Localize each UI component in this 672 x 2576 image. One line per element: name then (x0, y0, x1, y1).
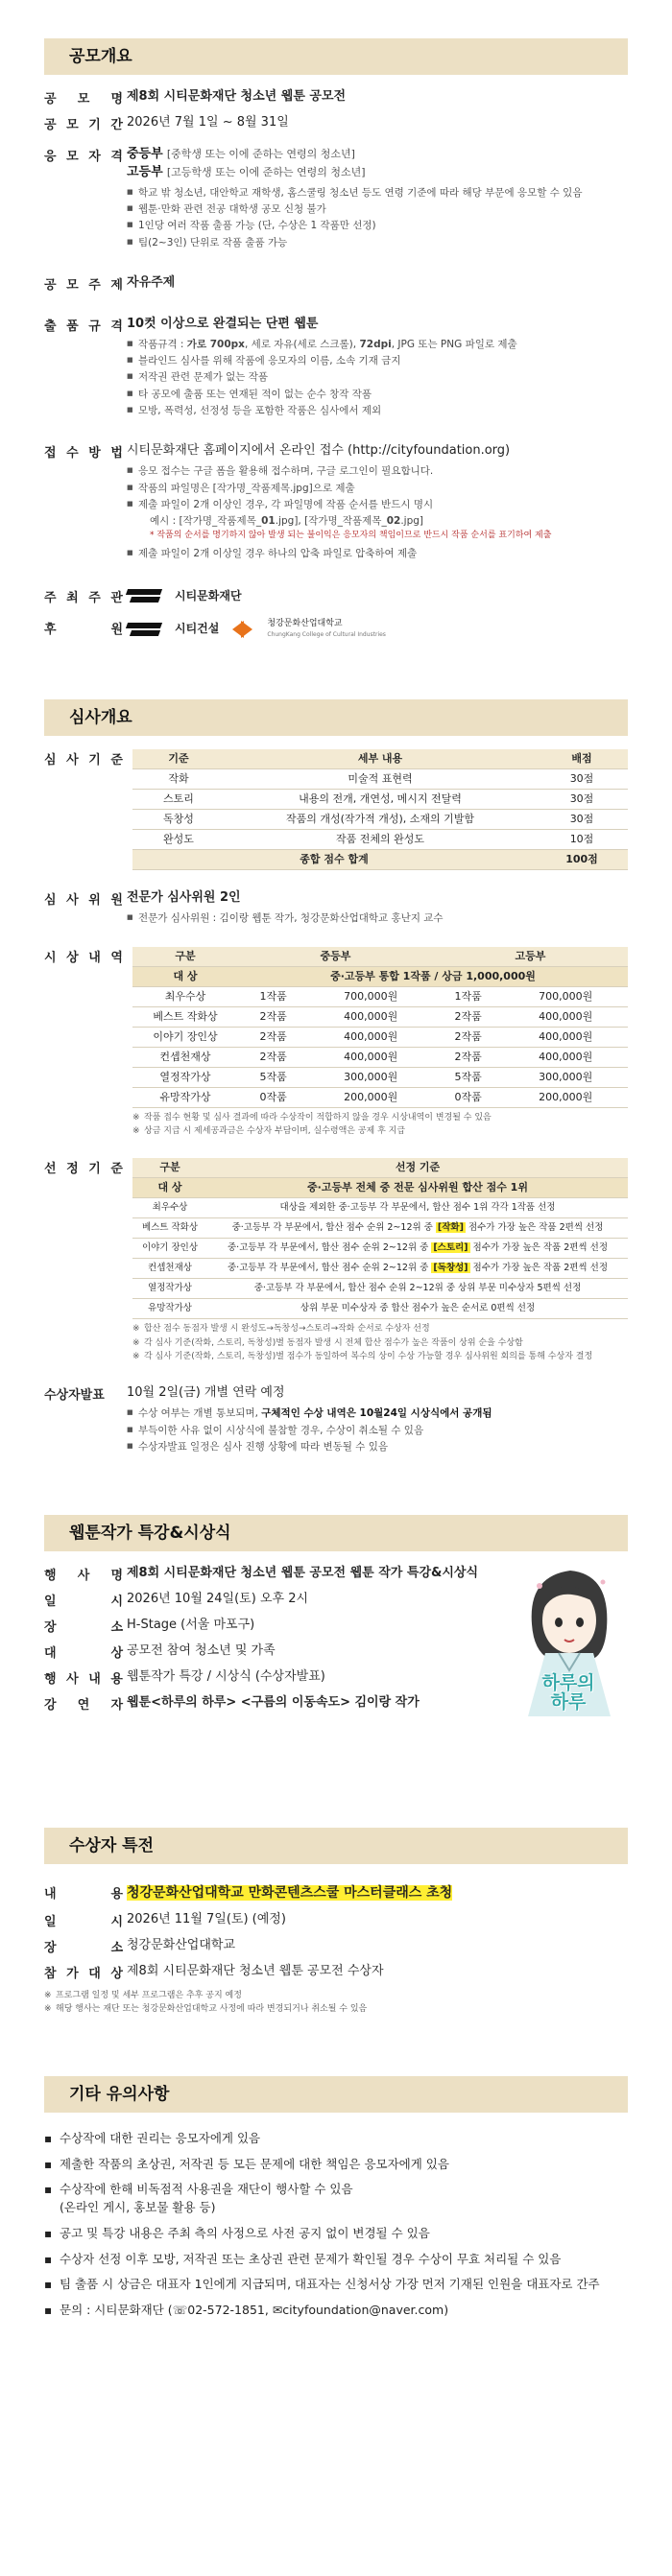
table-row: 유망작가상 상위 부문 미수상자 중 합산 점수가 높은 순서로 0편씩 선정 (132, 1299, 628, 1319)
table-row: 베스트 작화상 2작품 400,000원 2작품 400,000원 (132, 1007, 628, 1028)
label-awards: 시 상 내 역 (44, 950, 123, 965)
eligibility-bullets: ■ 학교 밖 청소년, 대안학교 재학생, 홈스쿨링 청소년 등도 연령 기준에 따라 해당 부문에 응모할 수 있음 ■ 웹툰·만화 관련 전공 대학생 공모 신청 불가 ■ 1인당 여러 작품 출품 가능 (단, 수상은 1 작품만 선정) ■ 팀(2~3인) 단위로 작품 출품 가능 (127, 185, 628, 251)
table-row: 베스트 작화상 중·고등부 각 부문에서, 합산 점수 순위 2~12위 중 [작화] 점수가 가장 높은 작품 2편씩 선정 (132, 1218, 628, 1239)
label-contest-name: 공 모 명 (44, 92, 123, 106)
label-theme: 공 모 주 제 (44, 277, 123, 293)
grand-prize-row: 대 상 중·고등부 통합 1작품 / 상금 1,000,000원 (132, 967, 628, 987)
city-foundation-logo-icon (127, 587, 161, 604)
city-construction-logo-icon (127, 621, 161, 638)
awards-table: 구분 중등부 고등부 대 상 중·고등부 통합 1작품 / 상금 1,000,000원 최우수상 1작품 700,000원 1작품 700,000원 베스트 작화상 2작품 400,000원 2작품 400,000원 이야기 장인상 2작품 400,000원 2작품 400,000원 컨셉천재상 2작품 400,000원 2작품 400,000원 열정작가상 5작품 300,000원 5작품 300,000원 유망작가상 0작품 200,000원 0작품 200,000원 (132, 947, 628, 1109)
email-icon: ✉ (272, 2303, 283, 2318)
row-event-speaker: 강 연 자 웹툰<하루의 하루> <구름의 이동속도> 김이랑 작가 (44, 1695, 420, 1713)
chungkang-logo-icon (232, 621, 253, 638)
phone-icon: ☏ (172, 2303, 188, 2318)
row-eligibility (44, 146, 628, 251)
criteria-table: 기준 세부 내용 배점 작화 미술적 표현력 30점 스토리 내용의 전개, 개연성, 메시지 전달력 30점 독창성 작품의 개성(작가적 개성), 소재의 기발함 30점 완성도 작품 전체의 완성도 10점 종합 점수 합계 100점 (132, 749, 628, 871)
section-title: 웹툰작가 특강&시상식 (44, 1515, 628, 1551)
label-judges: 심 사 위 원 (44, 893, 123, 909)
list-item: ▪ 수상작에 한해 비독점적 사용권을 재단이 행사할 수 있음 (온라인 게시, 홍보물 활용 등) (44, 2177, 628, 2221)
row-benefit-place: 장 소 청강문화산업대학교 (44, 1938, 236, 1956)
label-announce: 수상자발표 (44, 1388, 105, 1404)
table-row: 독창성 작품의 개성(작가적 개성), 소재의 기발함 30점 (132, 810, 628, 830)
selection-table: 구분 선정 기준 대 상 중·고등부 전체 중 전문 심사위원 합산 점수 1위 최우수상 대상을 제외한 중·고등부 각 부문에서, 합산 점수 1위 각각 1작품 선정 베스트 작화상 중·고등부 각 부문에서, 합산 점수 순위 2~12위 중 [작화] 점수가 가장 높은 작품 2편씩 선정 이야기 장인상 중·고등부 각 부문에서, 합산 점수 순위 2~12위 중 [스토리] 점수가 가장 높은 작품 2편씩 선정 컨셉천재상 중·고등부 각 부문에서, 합산 점수 순위 2~12위 중 [독창성] 점수가 가장 높은 작품 2편씩 선정 열정작가상 중·고등부 각 부문에서, 합산 점수 순위 2~12위 중 상위 부문 미수상자 5편씩 선정 유망작가상 상위 부문 미수상자 중 합산 점수가 높은 순서로 0편씩 선정 (132, 1158, 628, 1320)
chungkang-logo-text: 청강문화산업대학교 ChungKang College of Cultural Industries (267, 619, 386, 639)
section-title: 공모개요 (44, 38, 628, 75)
table-row: 완성도 작품 전체의 완성도 10점 (132, 830, 628, 850)
label-sponsor: 후 원 (44, 623, 123, 638)
table-row: 이야기 장인상 중·고등부 각 부문에서, 합산 점수 순위 2~12위 중 [스토리] 점수가 가장 높은 작품 2편씩 선정 (132, 1239, 628, 1259)
table-row: 스토리 내용의 전개, 개연성, 메시지 전달력 30점 (132, 790, 628, 810)
email-link[interactable]: cityfoundation@naver.com (282, 2303, 444, 2318)
row-benefit-target: 참 가 대 상 제8회 시티문화재단 청소년 웹툰 공모전 수상자 (44, 1964, 384, 1982)
label-criteria: 심 사 기 준 (44, 752, 123, 768)
label-selection: 선 정 기 준 (44, 1161, 123, 1176)
section-notes (44, 2076, 628, 2324)
table-row: 컨셉천재상 2작품 400,000원 2작품 400,000원 (132, 1048, 628, 1068)
section-judging (44, 699, 628, 1455)
label-period: 공 모 기 간 (44, 118, 123, 132)
table-row: 유망작가상 0작품 200,000원 0작품 200,000원 (132, 1088, 628, 1108)
row-benefit-content: 내 용 청강문화산업대학교 만화콘텐츠스쿨 마스터클래스 초청 (44, 1885, 453, 1902)
list-item: ▪ 수상자 선정 이후 모방, 저작권 또는 초상권 관련 문제가 확인될 경우 수상이 무효 처리될 수 있음 (44, 2247, 628, 2273)
row-host (44, 587, 628, 605)
row-selection: 선 정 기 준 구분 선정 기준 대 상 중·고등부 전체 중 전문 심사위원 합산 점수 1위 최우수상 대상을 제외한 중·고등부 각 부문에서, 합산 점수 1위 각각 1작품 선정 베스트 작화상 중·고등부 각 부문에서, 합산 점수 순위 2~12위 중 [작화] 점수가 가장 높은 작품 2편씩 선정 이야기 장인상 중·고등부 각 부문에서, 합산 점수 순위 2~12위 중 [스토리] 점수가 가장 높은 작품 2편씩 선정 컨셉천재상 중·고등부 각 부문에서, 합산 점수 순위 2~12위 중 [독창성] 점수가 가장 높은 작품 2편씩 선정 열정작가상 중·고등부 각 부문에서, 합산 점수 순위 2~12위 중 상위 부문 미수상자 5편씩 선정 유망작가상 상위 부문 미수상자 중 합산 점수가 높은 순서로 0편씩 선정 ※ 합산 점수 동점자 발생 시 완성도→독창성→스토리→작화 순서로 수상자 선정 ※ 각 심사 기준(작화, 스토리, 독창성)별 동점자 발생 시 전체 합산 점수가 높은 작품이 상위 순을 수상함 ※ 각 심사 기준(작화, 스토리, 독창성)별 점수가 동일하여 복수의 상이 수상 가능할 경우 심사위원 회의를 통해 수상자 결정 (44, 1158, 628, 1364)
row-event-target: 대 상 공모전 참여 청소년 및 가족 (44, 1643, 276, 1662)
period-value: 2026년 7월 1일 ~ 8월 31일 (127, 115, 289, 130)
row-criteria (44, 749, 628, 871)
section-title: 심사개요 (44, 699, 628, 736)
row-theme (44, 274, 628, 293)
list-item: ▪ 수상작에 대한 권리는 응모자에게 있음 (44, 2126, 628, 2152)
contest-name: 제8회 시티문화재단 청소년 웹툰 공모전 (127, 89, 347, 104)
submit-warning: * 작품의 순서를 명기하지 않아 발생 되는 불이익은 응모자의 책임이므로 반드시 작품 순서를 표기하여 제출 (150, 531, 552, 541)
row-announce: 수상자발표 10월 2일(금) 개별 연락 예정 ■ 수상 여부는 개별 통보되며, 구체적인 수상 내역은 10월24일 시상식에서 공개됨 ■ 부득이한 사유 없이 시상식에 불참할 경우, 수상이 취소될 수 있음 ■ 수상자발표 일정은 심사 진행 상황에 따라 변동될 수 있음 (44, 1384, 628, 1455)
section-title: 기타 유의사항 (44, 2076, 628, 2113)
notes-list (44, 2126, 628, 2324)
row-contest-name (44, 88, 628, 106)
row-event-date: 일 시 2026년 10월 24일(토) 오후 2시 (44, 1592, 309, 1610)
section-overview (44, 38, 628, 640)
table-row: 열정작가상 5작품 300,000원 5작품 300,000원 (132, 1068, 628, 1088)
list-item: ▪ 공고 및 특강 내용은 주최 측의 사정으로 사전 공지 없이 변경될 수 있음 (44, 2221, 628, 2247)
list-item: ▪ 팀 출품 시 상금은 대표자 1인에게 지급되며, 대표자는 신청서상 가장 먼저 기재된 인원을 대표자로 간주 (44, 2272, 628, 2298)
row-benefit-date: 일 시 2026년 11월 7일(토) (예정) (44, 1912, 286, 1930)
row-event-name: 행 사 명 제8회 시티문화재단 청소년 웹툰 공모전 웹툰 작가 특강&시상식 (44, 1566, 479, 1584)
eligibility-value: 중등부 [중학생 또는 이에 준하는 연령의 청소년] 고등부 [고등학생 또는 이에 준하는 연령의 청소년] ■ 학교 밖 청소년, 대안학교 재학생, 홈스쿨링 청소년 등도 연령 기준에 따라 해당 부문에 응모할 수 있음 ■ 웹툰·만화 관련 전공 대학생 공모 신청 불가 ■ 1인당 여러 작품 출품 가능 (단, 수상은 1 작품만 선정) ■ 팀(2~3인) 단위로 작품 출품 가능 (127, 146, 628, 251)
theme-value: 자유주제 (127, 274, 176, 290)
row-submit (44, 442, 628, 562)
submit-bullets: ■ 응모 접수는 구글 폼을 활용해 접수하며, 구글 로그인이 필요합니다. ■ 작품의 파일명은 [작가명_작품제목.jpg]으로 제출 ■ 제출 파일이 2개 이상인 경우, 각 파일명에 작품 순서를 반드시 명시 (127, 463, 628, 513)
label-eligibility: 응 모 자 격 (44, 150, 123, 164)
section-benefits: 수상자 특전 내 용 청강문화산업대학교 만화콘텐츠스쿨 마스터클래스 초청 일 시 2026년 11월 7일(토) (예정) 장 소 청강문화산업대학교 참 가 대 상 제8회 시티문화재단 청소년 웹툰 공모전 수상자 ※ 프로그램 일정 및 세부 프로그램은 추후 공지 예정 ※ 해당 행사는 재단 또는 청강문화산업대학교 사정에 따라 변경되거나 취소될 수 있음 (44, 1828, 628, 2017)
section-title: 수상자 특전 (44, 1828, 628, 1864)
label-submit: 접 수 방 법 (44, 446, 123, 461)
homepage-link[interactable]: 시티문화재단 홈페이지에서 온라인 접수 (http://cityfoundation.org) (127, 443, 511, 459)
table-row: 작화 미술적 표현력 30점 (132, 769, 628, 790)
label-host: 주 최 주 관 (44, 591, 123, 606)
webtoon-title-art: 하루의 하루 (541, 1672, 595, 1713)
row-judges: 심 사 위 원 전문가 심사위원 2인 ■ 전문가 심사위원 : 김이랑 웹툰 작가, 청강문화산업대학교 홍난지 교수 (44, 889, 628, 927)
row-spec (44, 316, 628, 419)
contact-item: ▪ 문의 : 시티문화재단 (☏02-572-1851, ✉cityfoundation@naver.com) (44, 2298, 628, 2324)
row-period (44, 114, 628, 132)
spec-bullets: ■ 작품규격 : 가로 700px, 세로 자유(세로 스크롤), 72dpi, JPG 또는 PNG 파일로 제출 ■ 블라인드 심사를 위해 작품에 응모자의 이름, 소속 기재 금지 ■ 저작권 관련 문제가 없는 작품 ■ 타 공모에 출품 또는 연재된 적이 없는 순수 창작 작품 ■ 모방, 폭력성, 선정성 등을 포함한 작품은 심사에서 제외 (127, 337, 628, 420)
table-row: 최우수상 1작품 700,000원 1작품 700,000원 (132, 987, 628, 1007)
table-row: 이야기 장인상 2작품 400,000원 2작품 400,000원 (132, 1028, 628, 1048)
row-sponsor (44, 619, 628, 640)
row-event-place: 장 소 H-Stage (서울 마포구) (44, 1618, 255, 1636)
table-sum-row: 종합 점수 합계 100점 (132, 850, 628, 870)
table-row: 컨셉천재상 중·고등부 각 부문에서, 합산 점수 순위 2~12위 중 [독창성] 점수가 가장 높은 작품 2편씩 선정 (132, 1259, 628, 1279)
host-logo: 시티문화재단 (127, 587, 628, 604)
filename-example: 예시 : [작가명_작품제목_01.jpg], [작가명_작품제목_02.jpg] (150, 515, 424, 528)
label-spec: 출 품 규 격 (44, 319, 123, 334)
table-row: 열정작가상 중·고등부 각 부문에서, 합산 점수 순위 2~12위 중 상위 부문 미수상자 5편씩 선정 (132, 1279, 628, 1299)
phone-number[interactable]: 02-572-1851 (187, 2303, 265, 2318)
grand-prize-row: 대 상 중·고등부 전체 중 전문 심사위원 합산 점수 1위 (132, 1178, 628, 1198)
submit-value: 시티문화재단 홈페이지에서 온라인 접수 (http://cityfoundation.org) ■ 응모 접수는 구글 폼을 활용해 접수하며, 구글 로그인이 필요합니다. ■ 작품의 파일명은 [작가명_작품제목.jpg]으로 제출 ■ 제출 파일이 2개 이상인 경우, 각 파일명에 작품 순서를 반드시 명시 예시 : [작가명_작품제목_01.jpg], [작가명_작품제목_02.jpg] * 작품의 순서를 명기하지 않아 발생 되는 불이익은 응모자의 책임이므로 반드시 작품 순서를 표기하여 제출 ■ 제출 파일이 2개 이상일 경우 하나의 압축 파일로 압축하여 제출 (127, 442, 628, 562)
spec-value: 10컷 이상으로 완결되는 단편 웹툰 ■ 작품규격 : 가로 700px, 세로 자유(세로 스크롤), 72dpi, JPG 또는 PNG 파일로 제출 ■ 블라인드 심사를 위해 작품에 응모자의 이름, 소속 기재 금지 ■ 저작권 관련 문제가 없는 작품 ■ 타 공모에 출품 또는 연재된 적이 없는 순수 창작 작품 ■ 모방, 폭력성, 선정성 등을 포함한 작품은 심사에서 제외 (127, 316, 628, 419)
masterclass-highlight: 청강문화산업대학교 만화콘텐츠스쿨 마스터클래스 초청 (127, 1885, 453, 1902)
sponsor-logos: 시티건설 청강문화산업대학교 ChungKang College of Cultural Industries (127, 619, 628, 640)
row-event-content: 행 사 내 용 웹툰작가 특강 / 시상식 (수상자발표) (44, 1669, 325, 1688)
table-row: 최우수상 대상을 제외한 중·고등부 각 부문에서, 합산 점수 1위 각각 1작품 선정 (132, 1198, 628, 1218)
row-awards: 시 상 내 역 구분 중등부 고등부 대 상 중·고등부 통합 1작품 / 상금 1,000,000원 최우수상 1작품 700,000원 1작품 700,000원 베스트 작화상 2작품 400,000원 2작품 400,000원 이야기 장인상 2작품 400,000원 2작품 400,000원 컨셉천재상 2작품 400,000원 2작품 400,000원 열정작가상 5작품 300,000원 5작품 300,000원 유망작가상 0작품 200,000원 0작품 200,000원 ※ 작품 접수 현황 및 심사 결과에 따라 수상작이 적합하지 않을 경우 시상내역이 변경될 수 있음 ※ 상금 지급 시 제세공과금은 수상자 부담이며, 실수령액은 공제 후 지급 (44, 947, 628, 1139)
list-item: ▪ 제출한 작품의 초상권, 저작권 등 모든 문제에 대한 책임은 응모자에게 있음 (44, 2152, 628, 2178)
section-event (44, 1515, 628, 1768)
